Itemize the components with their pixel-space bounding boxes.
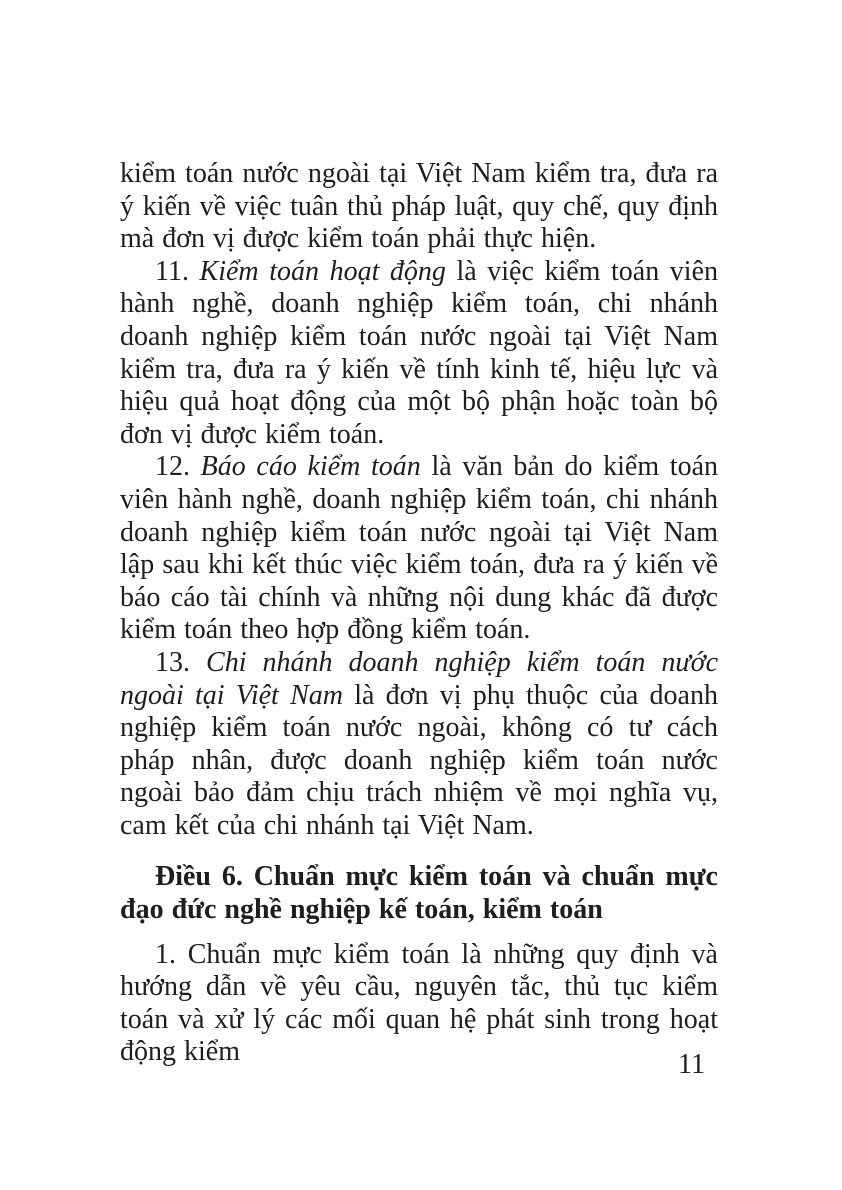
definition-11-term: Kiểm toán hoạt động — [199, 255, 446, 287]
paragraph-definition-13 — [120, 647, 718, 843]
definition-12-body: là văn bản do kiểm toán viên hành nghề, doanh nghiệp kiểm toán, chi nhánh doanh nghiệp kiểm toán nước ngoài tại Việt Nam lập sau khi kết thúc việc kiểm toán, đưa ra ý kiến về báo cáo tài chính và những nội dung khác đã được kiểm toán theo hợp đồng kiểm toán. — [120, 451, 718, 646]
definition-12-number: 12. — [155, 451, 190, 483]
paragraph-definition-12 — [120, 451, 718, 647]
definition-11-number: 11. — [155, 255, 189, 287]
definition-13-body: là đơn vị phụ thuộc của doanh nghiệp kiểm toán nước ngoài, không có tư cách pháp nhân, được doanh nghiệp kiểm toán nước ngoài bảo đảm chịu trách nhiệm về mọi nghĩa vụ, cam kết của chi nhánh tại Việt Nam. — [120, 679, 718, 841]
definition-13-number: 13. — [155, 646, 190, 678]
definition-13-term: Chi nhánh doanh nghiệp kiểm toán nước ngoài tại Việt Nam — [120, 646, 718, 711]
paragraph-continuation: kiểm toán nước ngoài tại Việt Nam kiểm tra, đưa ra ý kiến về việc tuân thủ pháp luật, quy chế, quy định mà đơn vị được kiểm toán phải thực hiện. — [120, 158, 718, 255]
paragraph-definition-11 — [120, 256, 718, 452]
paragraph-clause-1: 1. Chuẩn mực kiểm toán là những quy định và hướng dẫn về yêu cầu, nguyên tắc, thủ tục kiểm toán và xử lý các mối quan hệ phát sinh trong hoạt động kiểm — [120, 938, 718, 1068]
definition-11-body: là việc kiểm toán viên hành nghề, doanh nghiệp kiểm toán, chi nhánh doanh nghiệp kiểm toán nước ngoài tại Việt Nam kiểm tra, đưa ra ý kiến về tính kinh tế, hiệu lực và hiệu quả hoạt động của một bộ phận hoặc toàn bộ đơn vị được kiểm toán. — [120, 255, 719, 450]
article-6-heading: Điều 6. Chuẩn mực kiểm toán và chuẩn mực đạo đức nghề nghiệp kế toán, kiểm toán — [120, 861, 718, 926]
definition-12-term: Báo cáo kiểm toán — [200, 451, 421, 483]
page-content — [120, 158, 718, 1069]
page-number: 11 — [678, 1049, 705, 1080]
